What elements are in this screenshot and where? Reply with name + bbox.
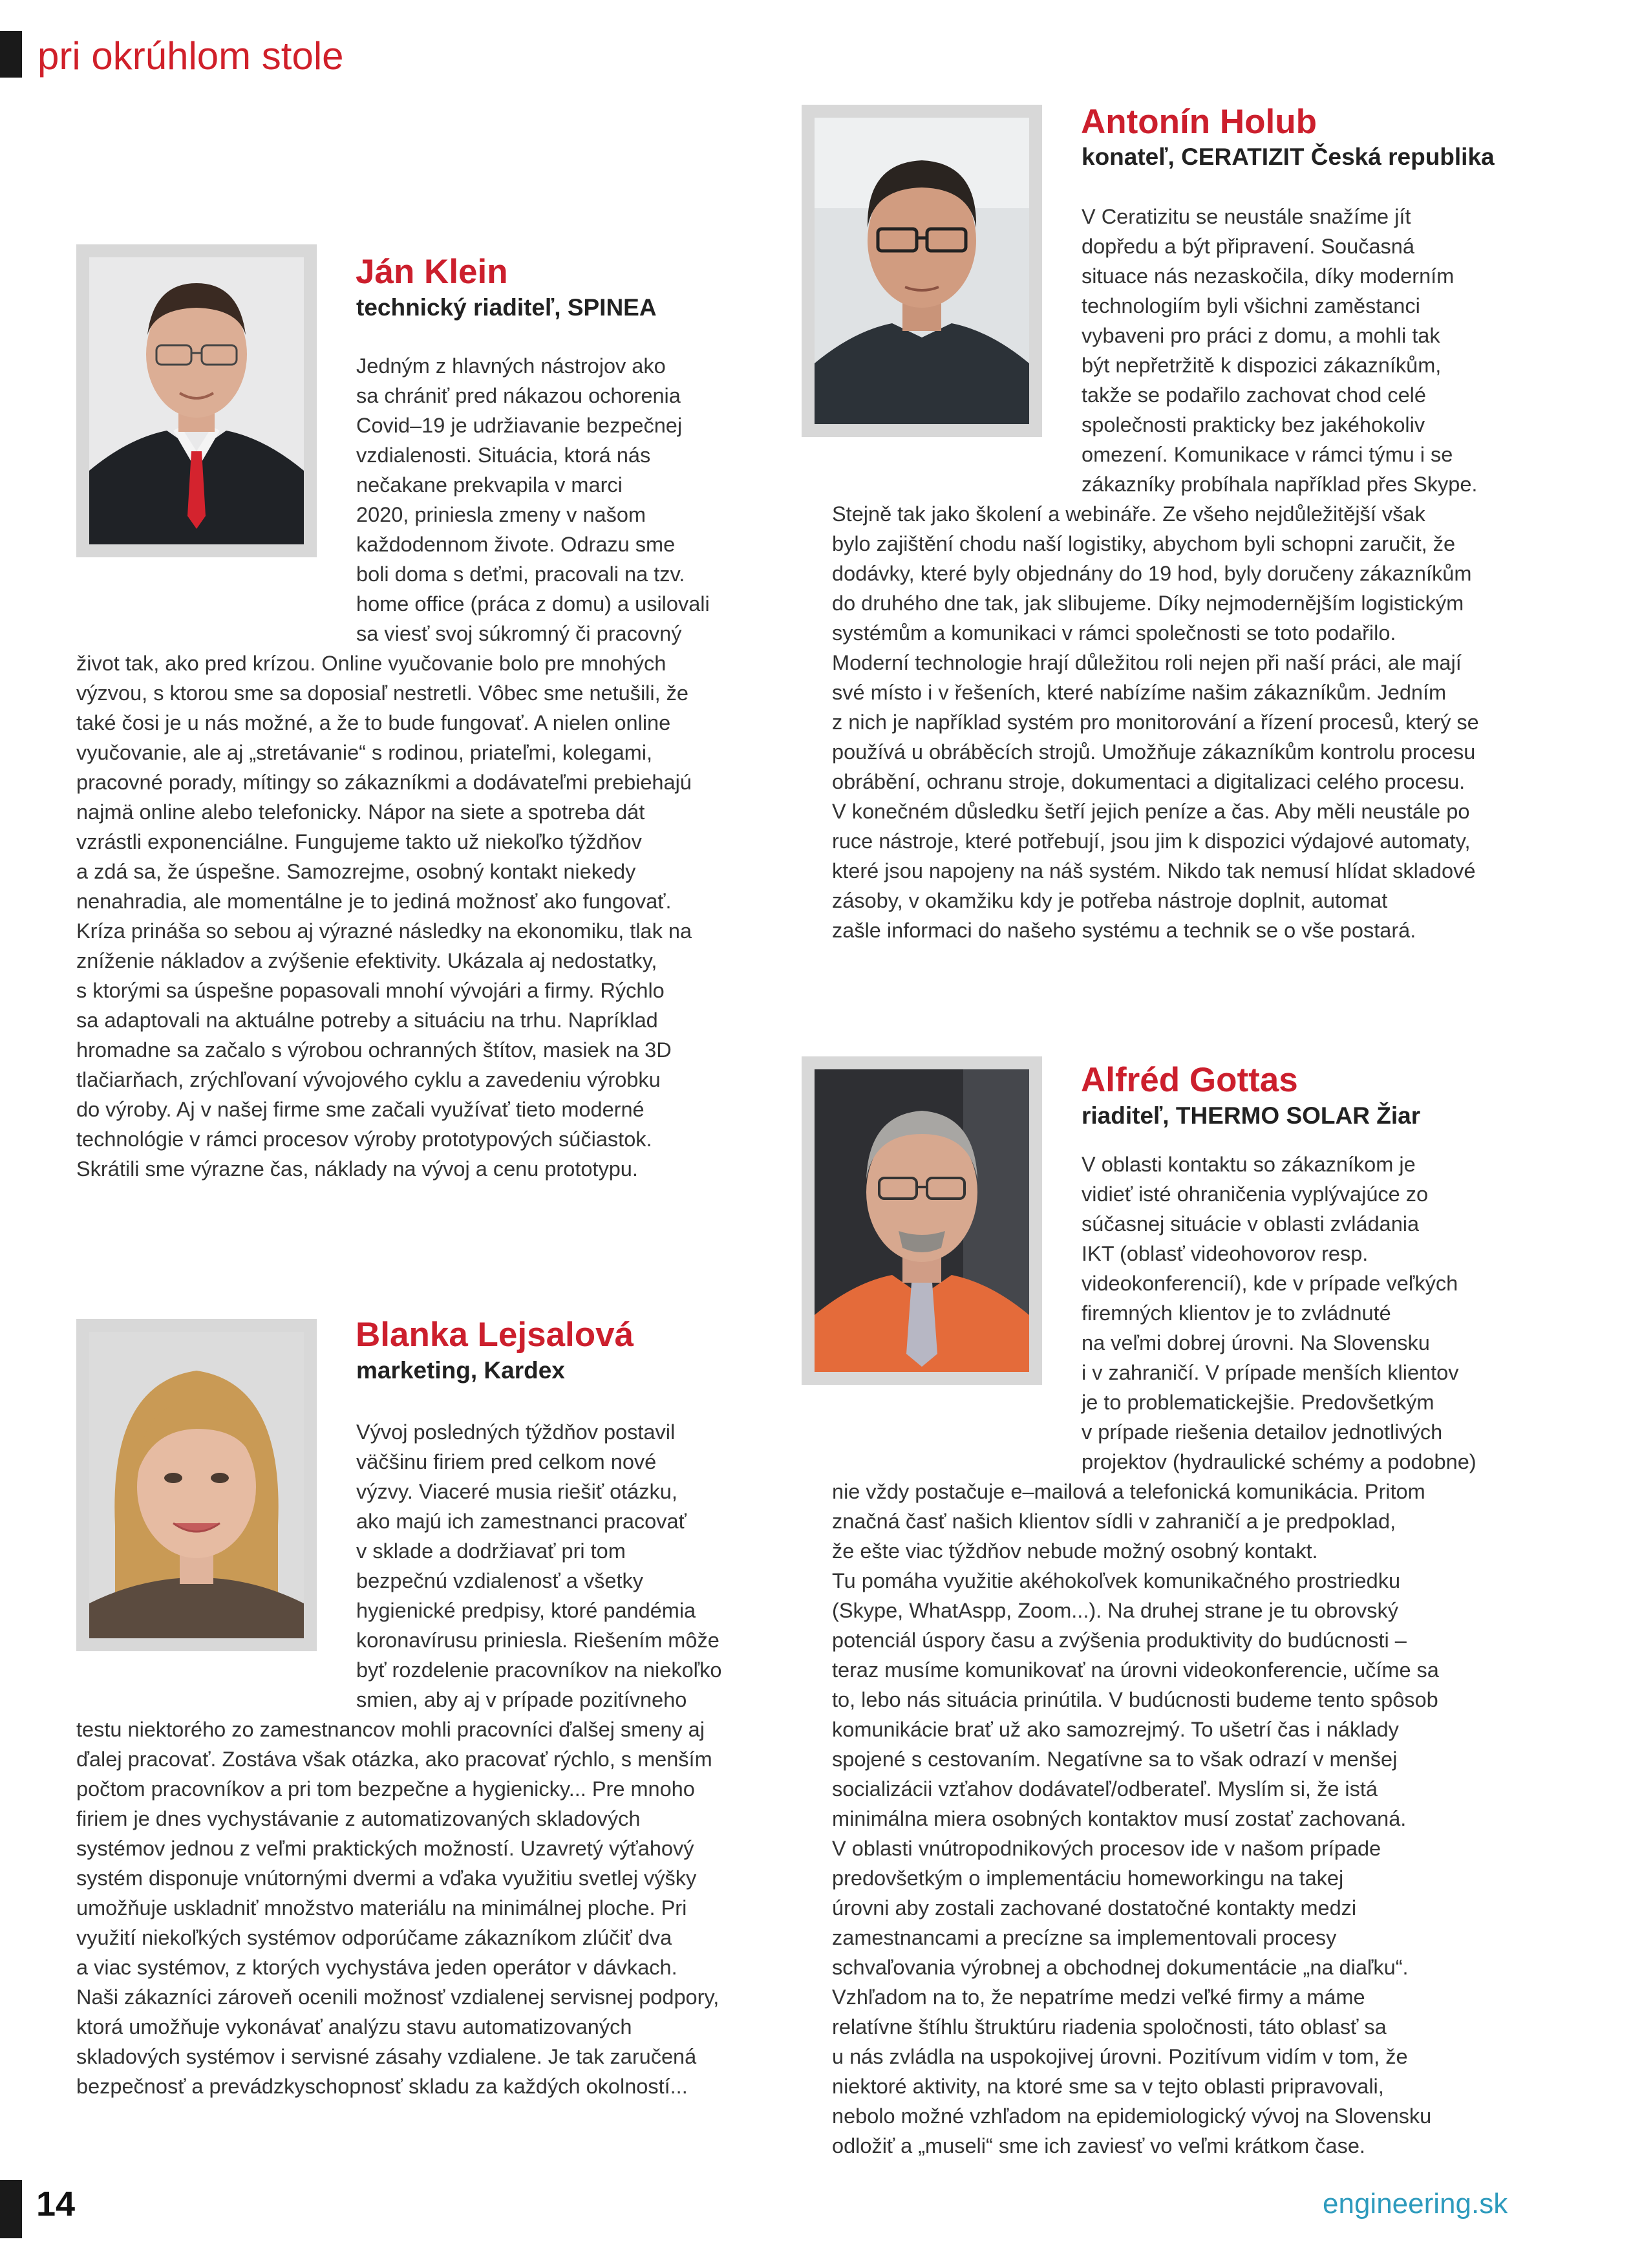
section-title: pri okrúhlom stole <box>37 34 344 78</box>
text-line: situace nás nezaskočila, díky moderním <box>1082 264 1455 288</box>
site-url: engineering.sk <box>1323 2188 1508 2220</box>
text-line: IKT (oblasť videohovorov resp. <box>1082 1242 1369 1265</box>
text-line: u nás zvládla na uspokojivej úrovni. Pozitívum vidím v tom, že <box>832 2045 1408 2068</box>
text-line: do druhého dne tak, jak slibujeme. Díky nejmodernějším logistickým <box>832 592 1464 615</box>
text-line: projektov (hydraulické schémy a podobne) <box>1082 1450 1477 1473</box>
text-line: systémov jednou z veľmi praktických možností. Uzavretý výťahový <box>76 1837 694 1860</box>
text-line: V Ceratizitu se neustále snažíme jít <box>1082 205 1411 228</box>
article-text-full <box>832 1477 1439 2161</box>
author-role: konateľ, CERATIZIT Česká republika <box>1082 144 1495 170</box>
portrait-antonin-holub <box>802 105 1042 437</box>
text-line: i v zahraničí. V prípade menších klientov <box>1082 1361 1459 1384</box>
text-line: boli doma s deťmi, pracovali na tzv. <box>356 562 685 586</box>
text-line: že ešte viac týždňov nebude možný osobný kontakt. <box>832 1539 1318 1563</box>
text-line: socializácii vzťahov dodávateľ/odberateľ. Myslím si, že istá <box>832 1777 1378 1801</box>
text-line: vzdialenosti. Situácia, ktorá nás <box>356 444 651 467</box>
text-line: home office (práca z domu) a usilovali <box>356 592 710 615</box>
text-line: do výroby. Aj v našej firme sme začali využívať tieto moderné <box>76 1098 645 1121</box>
text-line: je to problematickejšie. Predovšetkým <box>1082 1391 1434 1414</box>
text-line: koronavírusu priniesla. Riešením môže <box>356 1629 720 1652</box>
text-line: vzrástli exponenciálne. Fungujeme takto už niekoľko týždňov <box>76 830 642 853</box>
text-line: sa adaptovali na aktuálne potreby a situáciu na trhu. Napríklad <box>76 1009 658 1032</box>
text-line: které jsou napojeny na náš systém. Nikdo tak nemusí hlídat skladové <box>832 859 1476 883</box>
text-line: výzvy. Viaceré musia riešiť otázku, <box>356 1480 677 1503</box>
text-line: zamestnancami a precízne sa implementovali procesy <box>832 1926 1337 1949</box>
text-line: hygienické predpisy, ktoré pandémia <box>356 1599 696 1622</box>
text-line: ktorá umožňuje vykonávať analýzu stavu automatizovaných <box>76 2015 632 2038</box>
text-line: väčšinu firiem pred celkom nové <box>356 1450 657 1473</box>
author-role: marketing, Kardex <box>356 1357 565 1384</box>
text-line: V konečném důsledku šetří jejich peníze a čas. Aby měli neustále po <box>832 800 1470 823</box>
article-text-wrapped <box>356 1417 721 1715</box>
text-line: zašle informaci do našeho systému a technik se o vše postará. <box>832 919 1416 942</box>
text-line: značná časť našich klientov sídli v zahraničí a je predpoklad, <box>832 1510 1396 1533</box>
text-line: s ktorými sa úspešne popasovali mnohí vývojári a firmy. Rýchlo <box>76 979 665 1002</box>
text-line: obrábění, ochranu stroje, dokumentaci a digitalizaci celého procesu. <box>832 770 1466 793</box>
text-line: vidieť isté ohraničenia vyplývajúce zo <box>1082 1182 1429 1206</box>
text-line: Kríza prináša so sebou aj výrazné následky na ekonomiku, tlak na <box>76 919 692 943</box>
text-line: nenahradia, ale momentálne je to jediná možnosť ako fungovať. <box>76 890 672 913</box>
text-line: vybaveni pro práci z domu, a mohli tak <box>1082 324 1440 347</box>
text-line: Naši zákazníci zároveň ocenili možnosť vzdialenej servisnej podpory, <box>76 1985 720 2009</box>
text-line: smien, aby aj v prípade pozitívneho <box>356 1688 687 1711</box>
text-line: dopředu a být připravení. Současná <box>1082 235 1414 258</box>
text-line: Vzhľadom na to, že nepatríme medzi veľké firmy a máme <box>832 1985 1365 2009</box>
text-line: úrovni aby zostali zachované dostatočné kontakty medzi <box>832 1896 1357 1920</box>
text-line: súčasnej situácie v oblasti zvládania <box>1082 1212 1420 1236</box>
text-line: sa viesť svoj súkromný či pracovný <box>356 622 682 645</box>
text-line: bylo zajištění chodu naší logistiky, abychom byli schopni zaručit, že <box>832 532 1456 555</box>
text-line: každodennom živote. Odrazu sme <box>356 533 676 556</box>
portrait-antonin-holub-image <box>815 118 1029 424</box>
text-line: umožňuje uskladniť množstvo materiálu na minimálnej ploche. Pri <box>76 1896 687 1920</box>
text-line: zníženie nákladov a zvýšenie efektivity. Ukázala aj nedostatky, <box>76 949 657 972</box>
author-role: technický riaditeľ, SPINEA <box>356 294 657 321</box>
text-line: odložiť a „museli“ sme ich zaviesť vo veľmi krátkom čase. <box>832 2134 1365 2157</box>
text-line: nebolo možné vzhľadom na epidemiologický vývoj na Slovensku <box>832 2104 1432 2128</box>
text-line: nečakane prekvapila v marci <box>356 473 623 497</box>
article-text-full <box>832 499 1479 945</box>
text-line: být nepřetržitě k dispozici zákazníkům, <box>1082 354 1442 377</box>
section-marker <box>0 31 22 78</box>
portrait-alfred-gottas-image <box>815 1069 1029 1372</box>
article-text-wrapped <box>1082 202 1477 499</box>
text-line: dodávky, které byly objednány do 19 hod, byly doručeny zákazníkům <box>832 562 1472 585</box>
text-line: bezpečnosť a prevádzkyschopnosť skladu za každých okolností... <box>76 2075 688 2098</box>
text-line: na veľmi dobrej úrovni. Na Slovensku <box>1082 1331 1430 1354</box>
text-line: počtom pracovníkov a pri tom bezpečne a hygienicky... Pre mnoho <box>76 1777 695 1801</box>
text-line: tlačiarňach, zrýchľovaní vývojového cyklu a zavedeniu výrobku <box>76 1068 661 1091</box>
text-line: také čosi je u nás možné, a že to bude fungovať. A nielen online <box>76 711 671 734</box>
portrait-jan-klein <box>76 244 317 557</box>
text-line: to, lebo nás situácia prinútila. V budúcnosti budeme tento spôsob <box>832 1688 1438 1711</box>
text-line: společnosti prakticky bez jakéhokoliv <box>1082 413 1425 436</box>
text-line: v prípade riešenia detailov jednotlivých <box>1082 1420 1443 1444</box>
text-line: videokonferencií), kde v prípade veľkých <box>1082 1272 1458 1295</box>
text-line: své místo i v řešeních, které nabízíme našim zákazníkům. Jedním <box>832 681 1447 704</box>
text-line: byť rozdelenie pracovníkov na niekoľko <box>356 1658 722 1682</box>
text-line: zásoby, v okamžiku kdy je potřeba nástroje doplnit, automat <box>832 889 1388 912</box>
article-text-wrapped <box>1082 1150 1477 1477</box>
text-line: skladových systémov i servisné zásahy vzdialene. Je tak zaručená <box>76 2045 697 2068</box>
text-line: testu niektorého zo zamestnancov mohli pracovníci ďalšej smeny aj <box>76 1718 705 1741</box>
author-name: Antonín Holub <box>1081 103 1317 141</box>
text-line: a zdá sa, že úspešne. Samozrejme, osobný kontakt niekedy <box>76 860 636 883</box>
text-line: systém disponuje vnútornými dvermi a vďaka využitiu svetlej výšky <box>76 1867 697 1890</box>
text-line: relatívne štíhlu štruktúru riadenia spoločnosti, táto oblasť sa <box>832 2015 1387 2038</box>
text-line: využití niekoľkých systémov odporúčame zákazníkom zlúčiť dva <box>76 1926 672 1949</box>
text-line: hromadne sa začalo s výrobou ochranných štítov, masiek na 3D <box>76 1038 672 1062</box>
text-line: V oblasti vnútropodnikových procesov ide v našom prípade <box>832 1837 1381 1860</box>
portrait-alfred-gottas <box>802 1056 1042 1385</box>
text-line: 2020, priniesla zmeny v našom <box>356 503 646 526</box>
text-line: teraz musíme komunikovať na úrovni videokonferencie, učíme sa <box>832 1658 1439 1682</box>
text-line: minimálna miera osobných kontaktov musí zostať zachovaná. <box>832 1807 1407 1830</box>
text-line: Stejně tak jako školení a webináře. Ze všeho nejdůležitější však <box>832 502 1425 526</box>
text-line: pracovné porady, mítingy so zákazníkmi a dodávateľmi prebiehajú <box>76 771 692 794</box>
text-line: takže se podařilo zachovat chod celé <box>1082 383 1426 407</box>
text-line: najmä online alebo telefonicky. Nápor na siete a spotreba dát <box>76 800 645 824</box>
text-line: systémům a komunikaci v rámci společnosti se toto podařilo. <box>832 621 1396 645</box>
page-number-marker <box>0 2180 22 2238</box>
article-text-full <box>76 1715 719 2101</box>
text-line: vyučovanie, ale aj „stretávanie“ s rodinou, priateľmi, kolegami, <box>76 741 653 764</box>
text-line: omezení. Komunikace v rámci týmu i se <box>1082 443 1453 466</box>
text-line: technologiím byli všichni zaměstanci <box>1082 294 1420 317</box>
text-line: bezpečnú vzdialenosť a všetky <box>356 1569 643 1592</box>
page-number: 14 <box>36 2185 76 2223</box>
text-line: z nich je například systém pro monitorování a řízení procesů, který se <box>832 711 1479 734</box>
text-line: Jedným z hlavných nástrojov ako <box>356 354 666 378</box>
text-line: ruce nástroje, které potřebují, jsou jim k dispozici výdajové automaty, <box>832 829 1471 853</box>
portrait-blanka-lejsalova-image <box>89 1332 304 1638</box>
text-line: Skrátili sme výrazne čas, náklady na vývoj a cenu prototypu. <box>76 1157 638 1181</box>
author-name: Blanka Lejsalová <box>356 1316 634 1354</box>
text-line: a viac systémov, z ktorých vychystáva jeden operátor v dávkach. <box>76 1956 677 1979</box>
text-line: ďalej pracovať. Zostáva však otázka, ako pracovať rýchlo, s menším <box>76 1748 712 1771</box>
portrait-jan-klein-image <box>89 257 304 544</box>
text-line: Moderní technologie hrají důležitou roli nejen při naší práci, ale mají <box>832 651 1462 674</box>
text-line: ako majú ich zamestnanci pracovať <box>356 1510 687 1533</box>
text-line: potenciál úspory času a zvýšenia produktivity do budúcnosti – <box>832 1629 1407 1652</box>
text-line: Tu pomáha využitie akéhokoľvek komunikačného prostriedku <box>832 1569 1401 1592</box>
author-name: Ján Klein <box>356 253 508 291</box>
text-line: zákazníky probíhala například přes Skype. <box>1082 473 1478 496</box>
text-line: schvaľovania výrobnej a obchodnej dokumentácie „na diaľku“. <box>832 1956 1409 1979</box>
text-line: používá u obráběcích strojů. Umožňuje zákazníkům kontrolu procesu <box>832 740 1476 764</box>
text-line: technológie v rámci procesov výroby prototypových súčiastok. <box>76 1128 652 1151</box>
text-line: Covid–19 je udržiavanie bezpečnej <box>356 414 683 437</box>
text-line: v sklade a dodržiavať pri tom <box>356 1539 626 1563</box>
article-text-full <box>76 648 692 1184</box>
text-line: firemných klientov je to zvládnuté <box>1082 1301 1391 1325</box>
text-line: spojené s cestovaním. Negatívne sa to však odrazí v menšej <box>832 1748 1398 1771</box>
article-text-wrapped <box>356 351 710 648</box>
portrait-blanka-lejsalova <box>76 1319 317 1651</box>
text-line: nie vždy postačuje e–mailová a telefonická komunikácia. Pritom <box>832 1480 1425 1503</box>
text-line: predovšetkým o implementáciu homeworkingu na takej <box>832 1867 1344 1890</box>
text-line: niektoré aktivity, na ktoré sme sa v tejto oblasti pripravovali, <box>832 2075 1384 2098</box>
author-role: riaditeľ, THERMO SOLAR Žiar <box>1082 1102 1421 1129</box>
text-line: komunikácie brať už ako samozrejmý. To ušetrí čas i náklady <box>832 1718 1399 1741</box>
text-line: (Skype, WhatAspp, Zoom...). Na druhej strane je tu obrovský <box>832 1599 1399 1622</box>
text-line: sa chrániť pred nákazou ochorenia <box>356 384 681 407</box>
text-line: život tak, ako pred krízou. Online vyučovanie bolo pre mnohých <box>76 652 666 675</box>
text-line: výzvou, s ktorou sme sa doposiaľ nestretli. Vôbec sme netušili, že <box>76 681 688 705</box>
text-line: firiem je dnes vychystávanie z automatizovaných skladových <box>76 1807 641 1830</box>
text-line: V oblasti kontaktu so zákazníkom je <box>1082 1153 1416 1176</box>
text-line: Vývoj posledných týždňov postavil <box>356 1420 676 1444</box>
author-name: Alfréd Gottas <box>1081 1061 1298 1099</box>
